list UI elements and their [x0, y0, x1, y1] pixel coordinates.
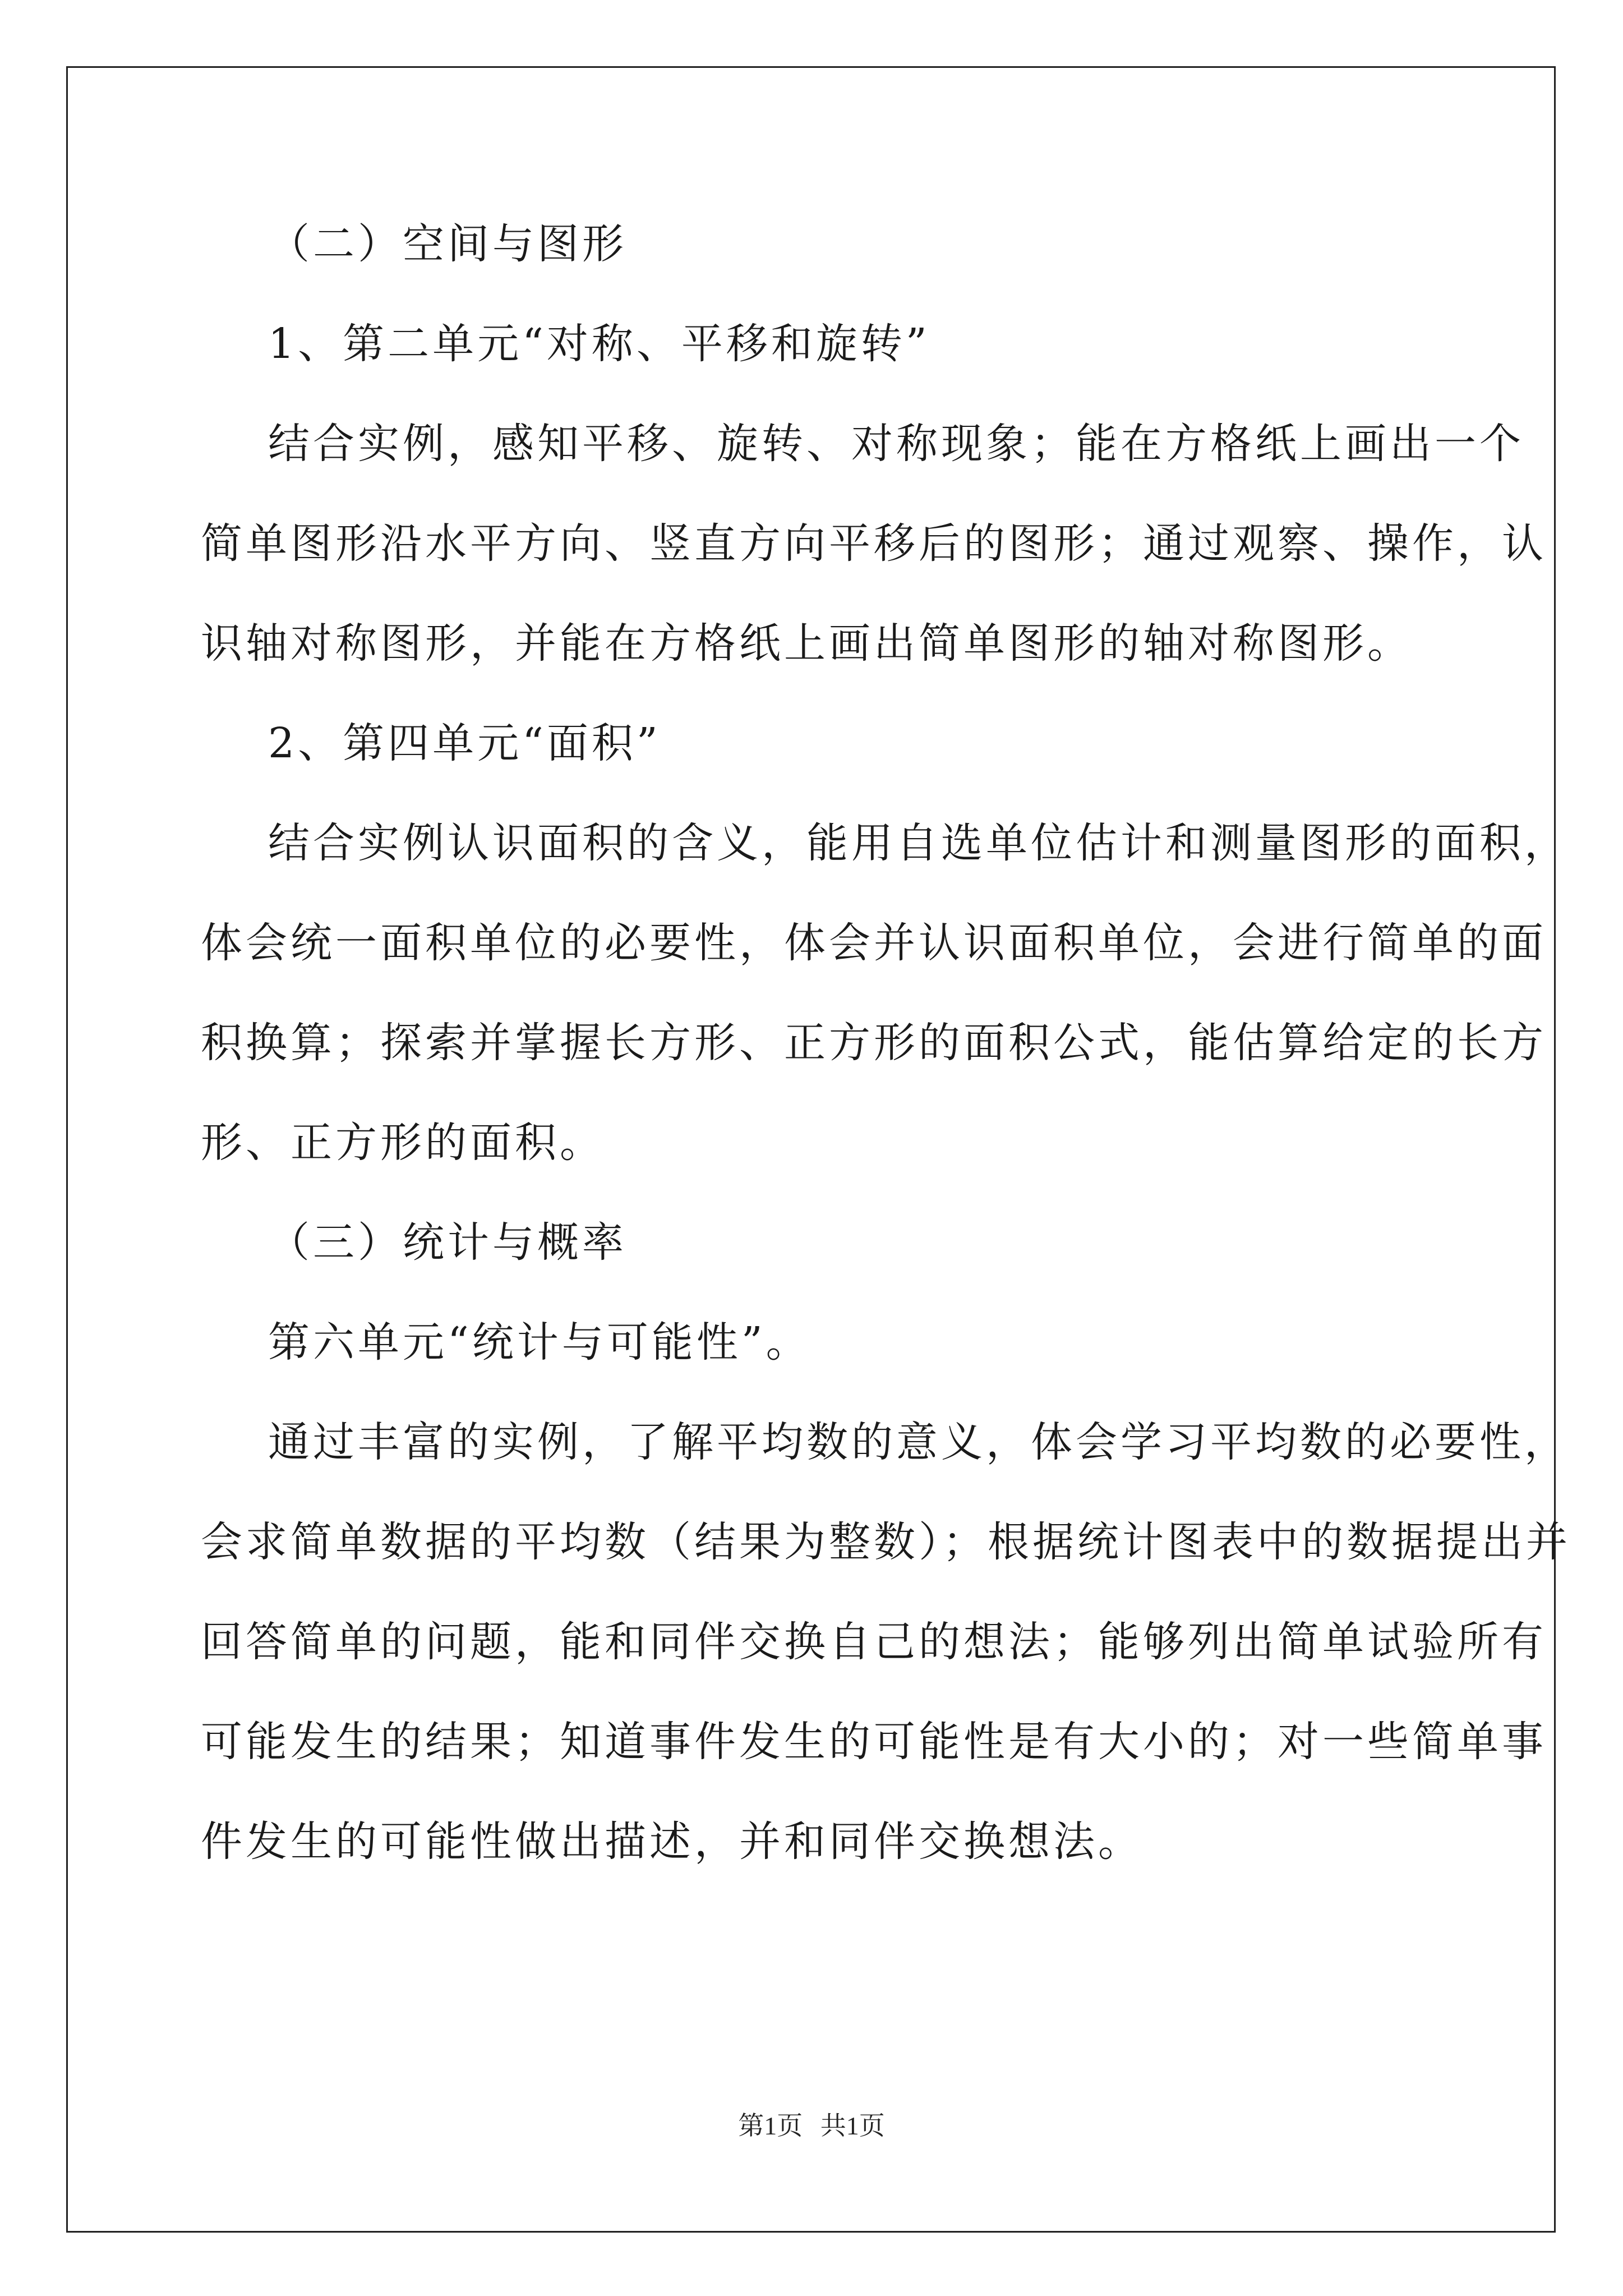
section-heading-space-and-shape: （二）空间与图形	[268, 220, 627, 268]
page-number: 第1页	[738, 2111, 803, 2140]
page-count: 共1页	[820, 2111, 885, 2140]
unit-heading-symmetry: 1、第二单元“对称、平移和旋转”	[268, 320, 930, 368]
paragraph-line: 可能发生的结果；知道事件发生的可能性是有大小的；对一些简单事	[201, 1718, 1547, 1766]
paragraph-line: 积换算；探索并掌握长方形、正方形的面积公式，能估算给定的长方	[201, 1019, 1547, 1067]
unit-heading-area: 2、第四单元“面积”	[268, 719, 661, 767]
paragraph-line: 体会统一面积单位的必要性，体会并认识面积单位，会进行简单的面	[201, 919, 1547, 967]
paragraph-line: 形、正方形的面积。	[201, 1119, 605, 1167]
paragraph-line: 简单图形沿水平方向、竖直方向平移后的图形；通过观察、操作，认	[201, 519, 1547, 568]
paragraph-line: 通过丰富的实例，了解平均数的意义，体会学习平均数的必要性，	[268, 1418, 1569, 1466]
section-heading-statistics: （三）统计与概率	[268, 1218, 627, 1267]
paragraph-line: 结合实例认识面积的含义，能用自选单位估计和测量图形的面积，	[268, 819, 1569, 867]
paragraph-line: 会求简单数据的平均数（结果为整数）；根据统计图表中的数据提出并	[201, 1518, 1571, 1566]
paragraph-line: 件发生的可能性做出描述，并和同伴交换想法。	[201, 1818, 1143, 1866]
page-footer	[0, 2109, 1623, 2143]
paragraph-line: 回答简单的问题，能和同伴交换自己的想法；能够列出简单试验所有	[201, 1618, 1547, 1666]
paragraph-line: 结合实例，感知平移、旋转、对称现象；能在方格纸上画出一个	[268, 420, 1524, 468]
paragraph-line: 识轴对称图形，并能在方格纸上画出简单图形的轴对称图形。	[201, 619, 1412, 668]
unit-heading-statistics: 第六单元“统计与可能性”。	[268, 1318, 811, 1366]
